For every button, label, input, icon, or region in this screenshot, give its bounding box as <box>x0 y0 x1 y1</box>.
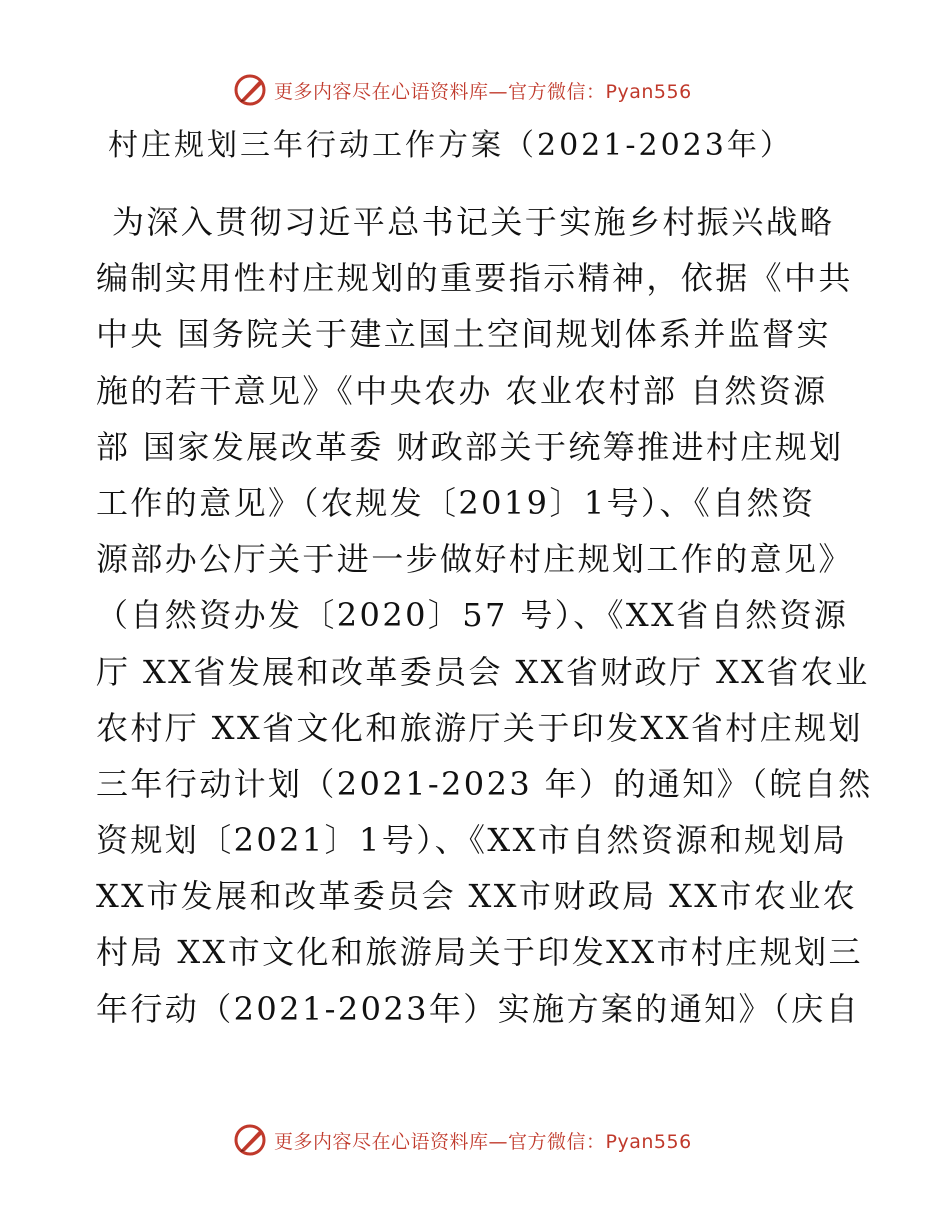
body-line: 村局 XX市文化和旅游局关于印发XX市村庄规划三 <box>96 933 863 972</box>
body-line: 施的若干意见》《中央农办 农业农村部 自然资源 <box>96 371 828 410</box>
body-line: 三年行动计划（2021-2023 年）的通知》（皖自然 <box>96 764 873 803</box>
body-line: （自然资办发〔2020〕57 号）、《XX省自然资源 <box>96 596 849 635</box>
body-line: 编制实用性村庄规划的重要指示精神，依据《中共 <box>96 259 853 298</box>
body-line: 为深入贯彻习近平总书记关于实施乡村振兴战略 <box>112 203 835 241</box>
document-body <box>96 194 916 1037</box>
body-line: 年行动（2021-2023年）实施方案的通知》（庆自 <box>96 989 861 1028</box>
body-line: 部 国家发展改革委 财政部关于统筹推进村庄规划 <box>96 427 844 466</box>
pen-logo-icon <box>232 1122 268 1158</box>
banner-text: 更多内容尽在心语资料库—官方微信：Pyan556 <box>274 1130 692 1153</box>
body-line: 源部办公厅关于进一步做好村庄规划工作的意见》 <box>96 540 853 579</box>
body-line: 农村厅 XX省文化和旅游厅关于印发XX省村庄规划 <box>96 708 863 747</box>
body-line: XX市发展和改革委员会 XX市财政局 XX市农业农 <box>96 877 858 916</box>
body-line: 工作的意见》（农规发〔2019〕1号）、《自然资 <box>96 483 816 522</box>
body-line: 中央 国务院关于建立国土空间规划体系并监督实 <box>96 315 831 354</box>
document-title: 村庄规划三年行动工作方案（2021-2023年） <box>108 128 793 163</box>
header-watermark-banner <box>232 70 692 110</box>
pen-logo-icon <box>232 72 268 108</box>
banner-text: 更多内容尽在心语资料库—官方微信：Pyan556 <box>274 80 692 103</box>
body-line: 厅 XX省发展和改革委员会 XX省财政厅 XX省农业 <box>96 652 870 691</box>
footer-watermark-banner <box>232 1120 692 1160</box>
body-line: 资规划〔2021〕1号）、《XX市自然资源和规划局 <box>96 821 848 860</box>
